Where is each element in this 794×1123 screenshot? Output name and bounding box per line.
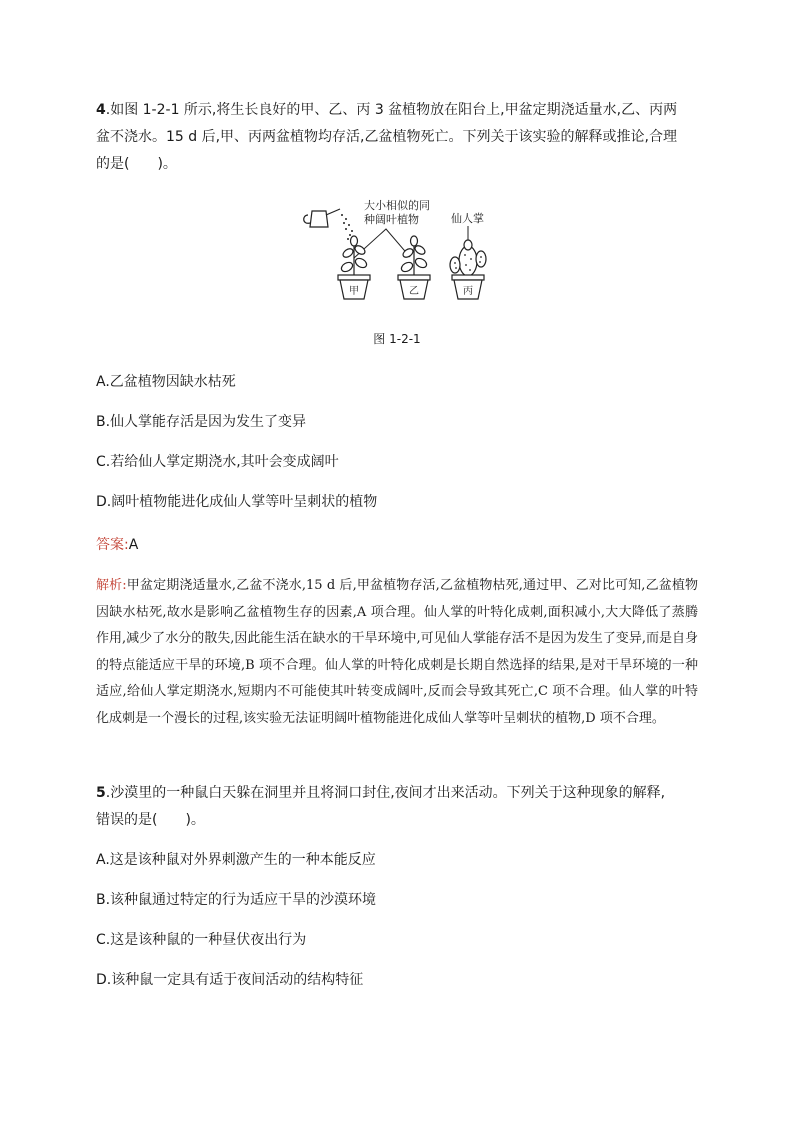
q5-option-b: B.该种鼠通过特定的行为适应干旱的沙漠环境 (96, 892, 377, 908)
q4-stem-line-1 (96, 100, 677, 120)
cactus-label: 仙人掌 (451, 212, 484, 225)
q4-option-c: C.若给仙人掌定期浇水,其叶会变成阔叶 (96, 454, 339, 470)
plants-label-2: 种阔叶植物 (364, 213, 419, 226)
explanation-label: 解析: (96, 578, 127, 593)
pot-yi-label: 乙 (409, 286, 419, 297)
q5-number: 5 (96, 785, 106, 801)
q4-stem-line-3: 的是( )。 (96, 156, 177, 172)
q4-option-b: B.仙人掌能存活是因为发生了变异 (96, 414, 307, 430)
q4-option-a: A.乙盆植物因缺水枯死 (96, 374, 236, 390)
q4-stem-text-1: .如图 1-2-1 所示,将生长良好的甲、乙、丙 3 盆植物放在阳台上,甲盆定期浇适量水,乙、丙两 (105, 102, 678, 118)
pot-jia-label: 甲 (349, 286, 359, 297)
q5-stem-line-2: 错误的是( )。 (96, 812, 205, 828)
answer-label: 答案: (96, 537, 129, 553)
q4-figure (300, 195, 510, 310)
watering-can-icon (304, 209, 340, 227)
q5-stem-text-1: .沙漠里的一种鼠白天躲在洞里并且将洞口封住,夜间才出来活动。下列关于这种现象的解释, (105, 785, 666, 801)
q5-option-a: A.这是该种鼠对外界刺激产生的一种本能反应 (96, 852, 376, 868)
explanation-text: 甲盆定期浇适量水,乙盆不浇水,15 d 后,甲盆植物存活,乙盆植物枯死,通过甲、乙对比可知,乙盆植物因缺水枯死,故水是影响乙盆植物生存的因素,A 项合理。仙人掌的叶特化成刺,面积减小,大大降低了蒸腾作用,减少了水分的散失,因此能生活在缺水的干旱环境中,可见仙人掌能存活不是因为发生了变异,而是自身的特点能适应干旱的环境,B 项不合理。仙人掌的叶特化成刺是长期自然选择的结果,是对干旱环境的一种适应,给仙人掌定期浇水,短期内不可能使其叶转变成阔叶,反而会导致其死亡,C 项不合理。仙人掌的叶特化成刺是一个漫长的过程,该实验无法证明阔叶植物能进化成仙人掌等叶呈刺状的植物,D 项不合理。 (96, 578, 698, 726)
q4-number: 4 (96, 102, 106, 118)
answer-value: A (128, 537, 139, 553)
q4-stem-line-2: 盆不浇水。15 d 后,甲、丙两盆植物均存活,乙盆植物死亡。下列关于该实验的解释或推论,合理 (96, 129, 677, 145)
pot-bing-label: 丙 (463, 286, 473, 297)
q5-stem-line-1 (96, 783, 665, 803)
q4-answer (96, 535, 138, 555)
plants-label-1: 大小相似的同 (364, 199, 430, 212)
cactus-icon (450, 240, 486, 276)
q5-option-c: C.这是该种鼠的一种昼伏夜出行为 (96, 932, 307, 948)
q5-option-d: D.该种鼠一定具有适于夜间活动的结构特征 (96, 972, 364, 988)
figure-caption: 图 1-2-1 (373, 332, 421, 346)
q4-explanation (96, 573, 698, 732)
plant-yi-icon (400, 236, 428, 277)
plant-jia-icon (340, 236, 368, 277)
q4-option-d: D.阔叶植物能进化成仙人掌等叶呈刺状的植物 (96, 494, 378, 510)
